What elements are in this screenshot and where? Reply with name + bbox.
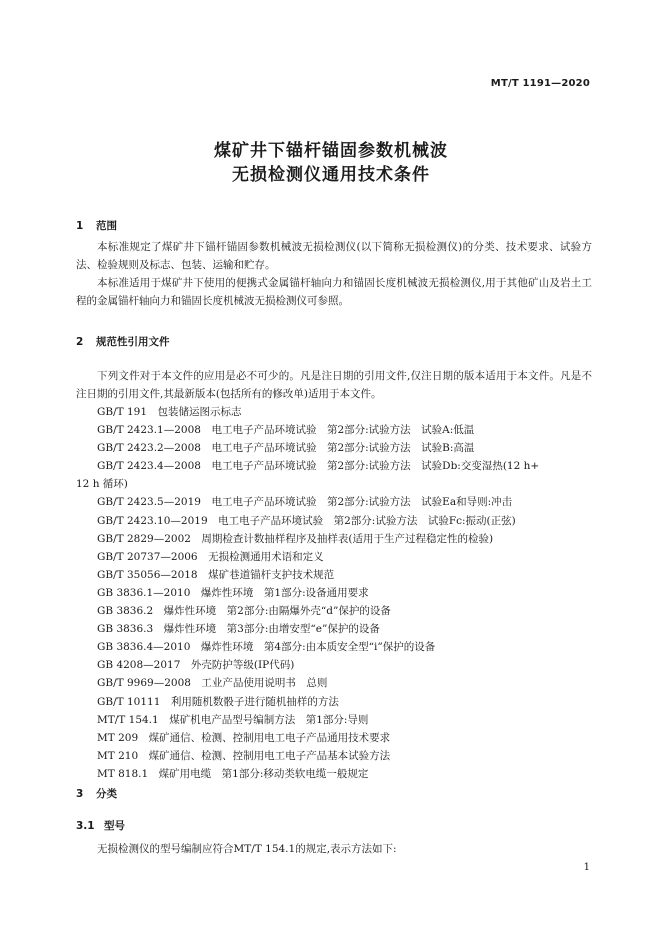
reference-item: GB/T 20737—2006 无损检测通用术语和定义 — [97, 550, 324, 563]
section-2-intro: 下列文件对于本文件的应用是必不可少的。凡是注日期的引用文件,仅注日期的版本适用于本文件。凡是不注日期的引用文件,其最新版本(包括所有的修改单)适用于本文件。 — [76, 370, 592, 400]
section-1-paragraph-1: 本标准规定了煤矿井下锚杆锚固参数机械波无损检测仪(以下简称无损检测仪)的分类、技术要求、试验方法、检验规则及标志、包装、运输和贮存。 — [76, 241, 592, 271]
reference-item: GB/T 2423.4—2008 电工电子产品环境试验 第2部分:试验方法 试验Db:交变湿热(12 h+ — [97, 460, 540, 473]
reference-list — [76, 403, 592, 783]
reference-item: GB 3836.3 爆炸性环境 第3部分:由增安型“e”保护的设备 — [97, 623, 380, 636]
reference-item: GB 3836.1—2010 爆炸性环境 第1部分:设备通用要求 — [97, 586, 369, 599]
reference-item: MT 209 煤矿通信、检测、控制用电工电子产品通用技术要求 — [97, 731, 391, 744]
page-number: 1 — [583, 862, 590, 873]
section-number: 1 — [76, 220, 84, 232]
section-title: 范围 — [96, 220, 117, 232]
reference-item: GB 4208—2017 外壳防护等级(IP代码) — [97, 659, 295, 672]
reference-item: GB/T 2423.2—2008 电工电子产品环境试验 第2部分:试验方法 试验B:高温 — [97, 442, 475, 455]
section-number: 2 — [76, 336, 84, 348]
reference-item: GB/T 10111 利用随机数骰子进行随机抽样的方法 — [97, 695, 339, 708]
section-1-heading — [76, 218, 117, 233]
section-1-paragraph-2: 本标准适用于煤矿井下使用的便携式金属锚杆轴向力和锚固长度机械波无损检测仪,用于其他矿山及岩土工程的金属锚杆轴向力和锚固长度机械波无损检测仪可参照。 — [76, 277, 592, 307]
section-3-1-heading — [76, 818, 125, 833]
reference-item: GB/T 9969—2008 工业产品使用说明书 总则 — [97, 677, 328, 690]
section-number: 3.1 — [76, 820, 95, 832]
title-line-1: 煤矿井下锚杆锚固参数机械波 — [214, 141, 448, 161]
section-3-heading — [76, 786, 117, 801]
title-line-2: 无损检测仪通用技术条件 — [232, 165, 430, 185]
reference-item-continuation: 12 h 循环) — [76, 478, 128, 491]
reference-item: MT 818.1 煤矿用电缆 第1部分:移动类软电缆一般规定 — [97, 767, 369, 780]
reference-item: GB 3836.2 爆炸性环境 第2部分:由隔爆外壳“d”保护的设备 — [97, 605, 391, 618]
reference-item: GB/T 2829—2002 周期检查计数抽样程序及抽样表(适用于生产过程稳定性的检验) — [97, 532, 494, 545]
reference-item: GB/T 2423.5—2019 电工电子产品环境试验 第2部分:试验方法 试验Ea和导则:冲击 — [97, 496, 513, 509]
reference-item: MT 210 煤矿通信、检测、控制用电工电子产品基本试验方法 — [97, 749, 391, 762]
section-title: 规范性引用文件 — [96, 336, 170, 348]
reference-item: MT/T 154.1 煤矿机电产品型号编制方法 第1部分:导则 — [97, 713, 369, 726]
section-title: 型号 — [104, 820, 125, 832]
reference-item: GB/T 2423.1—2008 电工电子产品环境试验 第2部分:试验方法 试验A:低温 — [97, 424, 475, 437]
reference-item: GB/T 35056—2018 煤矿巷道锚杆支护技术规范 — [97, 568, 335, 581]
section-title: 分类 — [96, 788, 117, 800]
reference-item: GB/T 191 包装储运图示标志 — [97, 406, 242, 418]
standard-code: MT/T 1191—2020 — [490, 78, 590, 89]
section-3-1-paragraph: 无损检测仪的型号编制应符合MT/T 154.1的规定,表示方法如下: — [97, 843, 397, 855]
section-number: 3 — [76, 788, 84, 800]
reference-item: GB/T 2423.10—2019 电工电子产品环境试验 第2部分:试验方法 试验Fc:振动(正弦) — [97, 514, 516, 527]
reference-item: GB 3836.4—2010 爆炸性环境 第4部分:由本质安全型“i”保护的设备 — [97, 641, 436, 654]
section-2-heading — [76, 334, 170, 349]
